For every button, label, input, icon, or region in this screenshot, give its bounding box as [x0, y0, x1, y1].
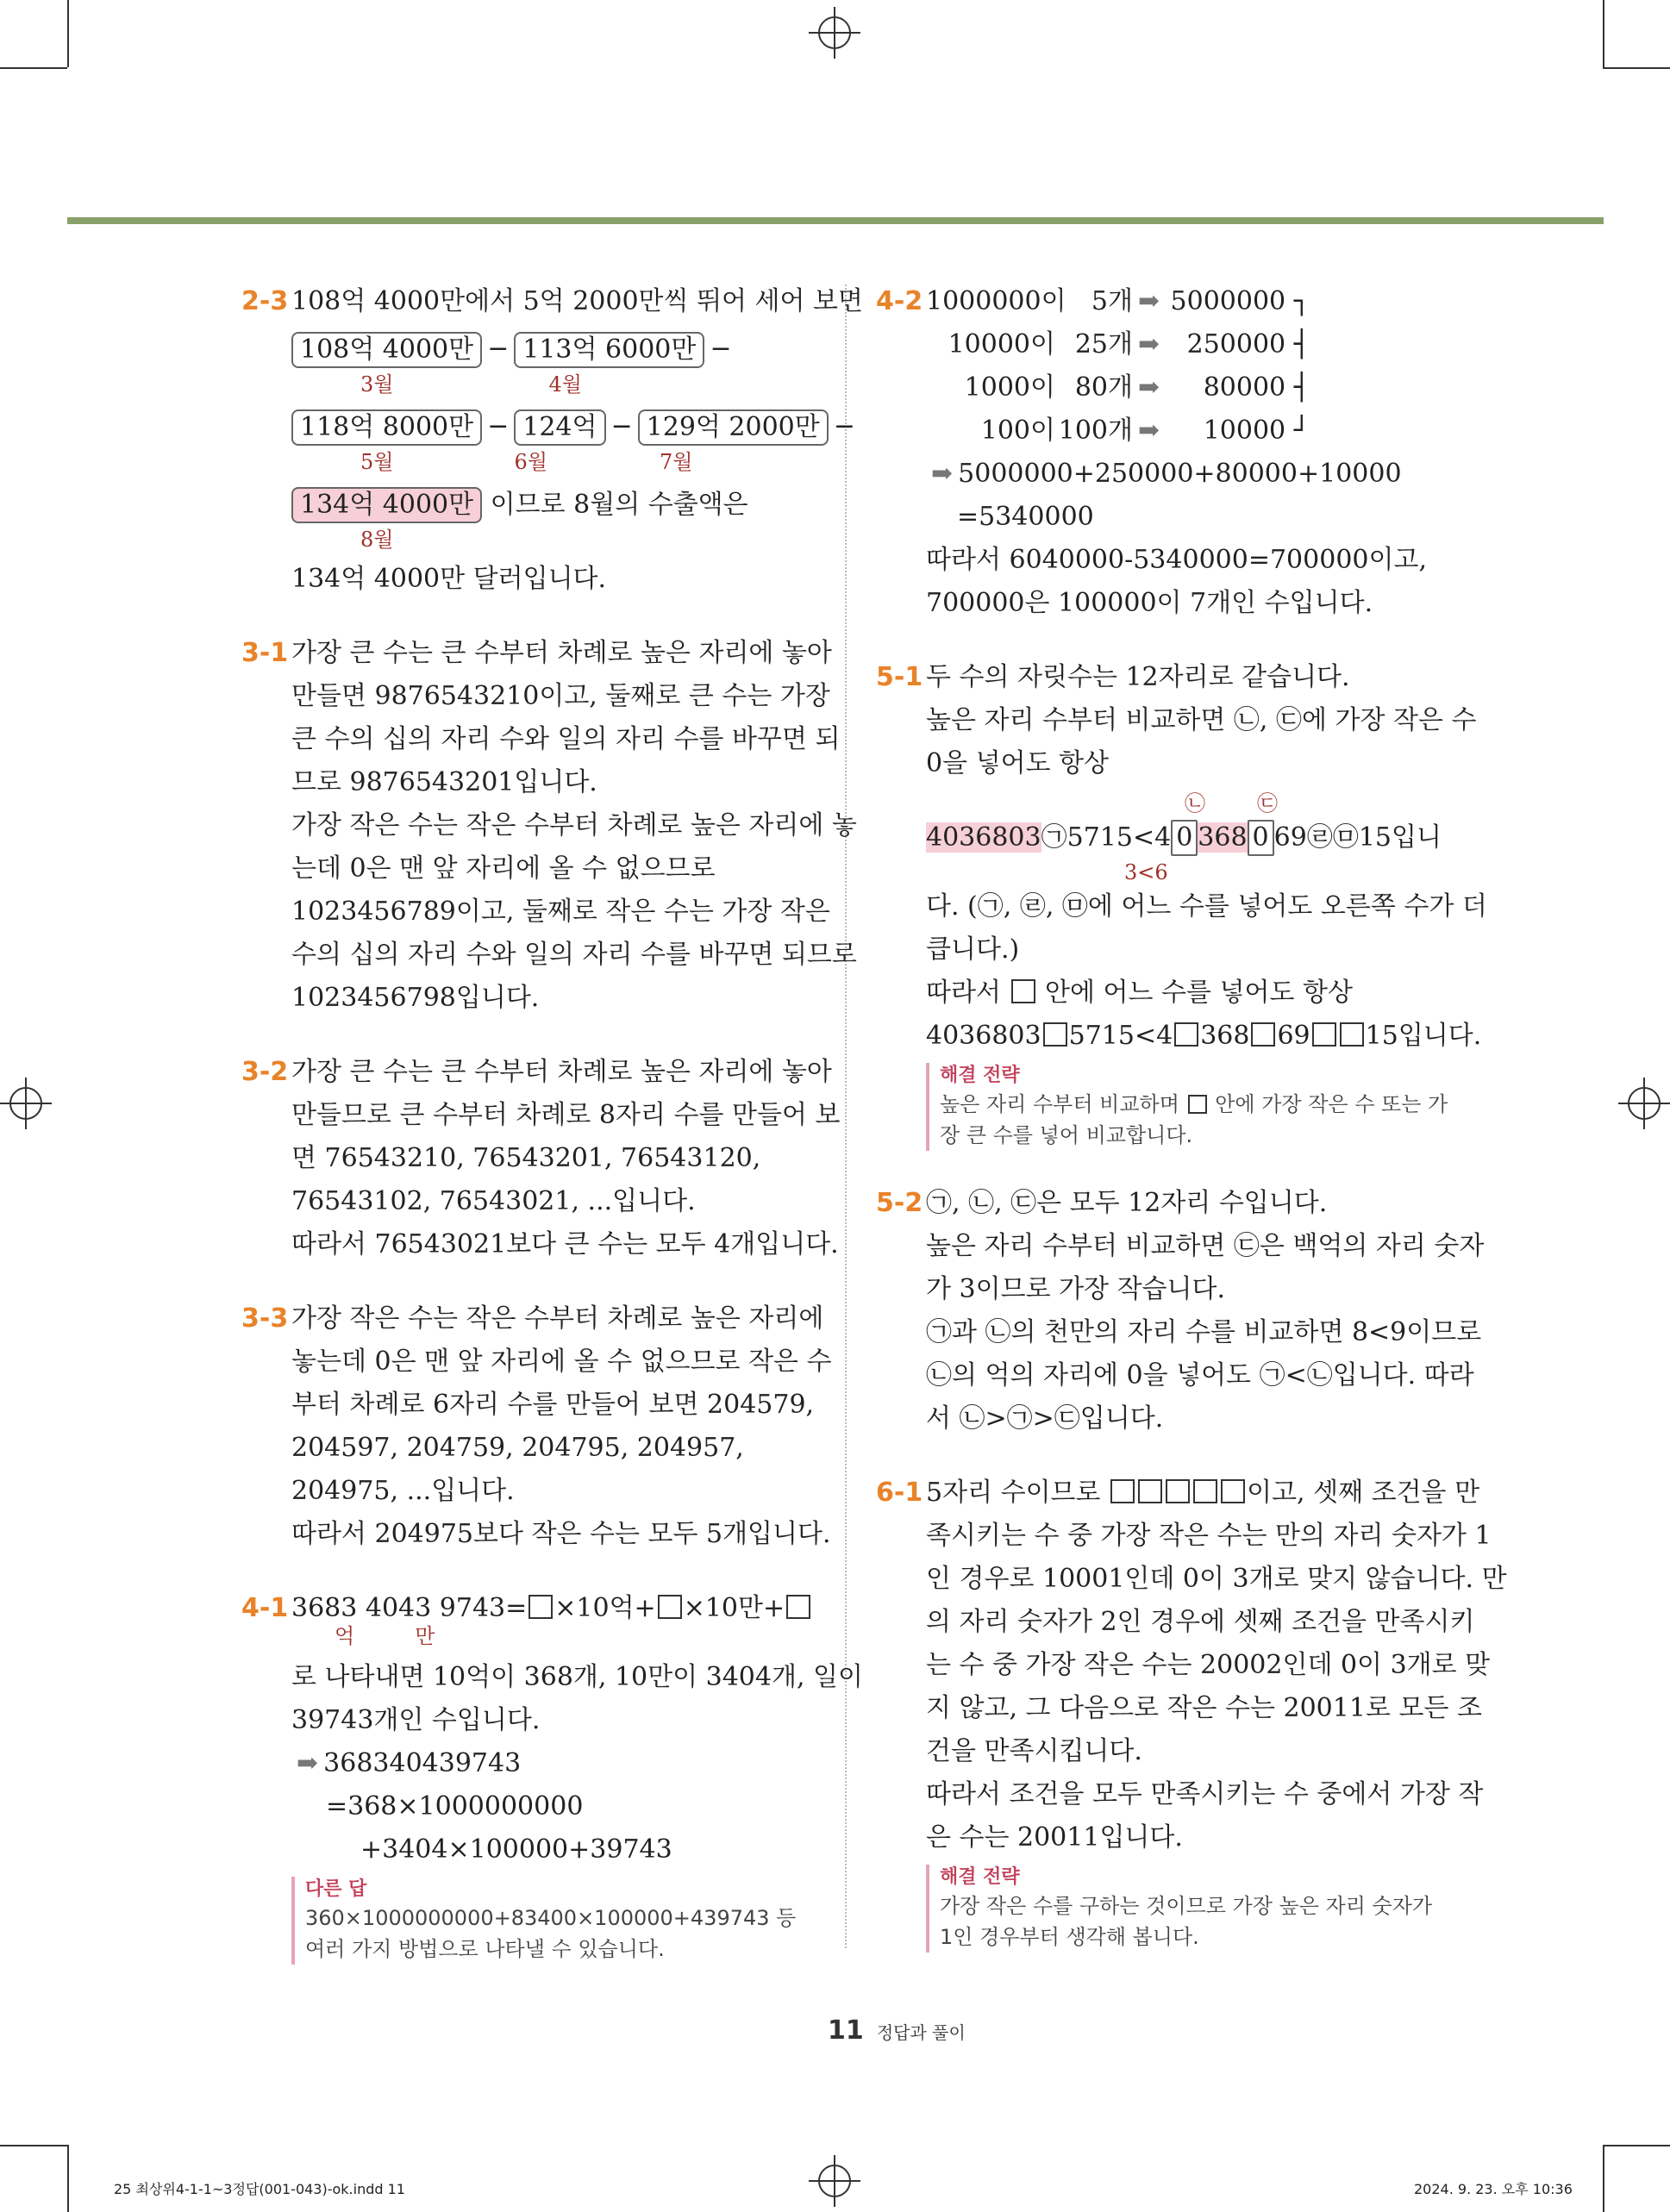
note-tag: 해결 전략: [940, 1866, 1020, 1888]
text-line: 건을 만족시킵니다.: [926, 1736, 1142, 1766]
blank-box: [1138, 1479, 1162, 1503]
blank-box: [786, 1595, 810, 1619]
page-number: 11: [828, 2015, 864, 2046]
blank-box: [1221, 1479, 1245, 1503]
crop-mark: [1603, 67, 1670, 69]
text-line: 두 수의 자릿수는 12자리로 같습니다.: [926, 662, 1350, 692]
text-line: ×10만+: [683, 1593, 785, 1623]
text-line: 서 ㉡>㉠>㉢입니다.: [926, 1403, 1164, 1434]
text-line: 따라서 204975보다 작은 수는 모두 5개입니다.: [291, 1519, 831, 1549]
note-tag: 다른 답: [305, 1878, 367, 1900]
crop-mark: [1603, 2145, 1670, 2146]
text-line: 큽니다.): [926, 934, 1020, 965]
arrow-icon: ➡: [1138, 329, 1160, 359]
digit-box: 0: [1171, 820, 1198, 856]
count: 100개: [1058, 416, 1133, 446]
solution-5-1: [876, 656, 1487, 1151]
text-line: 따라서 76543021보다 큰 수는 모두 4개입니다.: [291, 1229, 839, 1259]
text-line: ㉠과 ㉡의 천만의 자리 수를 비교하면 8<9이므로: [926, 1317, 1482, 1347]
count-unit: 100이: [980, 416, 1055, 446]
text-line: ㉠5715<4: [1041, 822, 1172, 853]
text-line: 204975, ...입니다.: [291, 1476, 515, 1506]
circle-label: ㉢: [1257, 791, 1278, 815]
print-date: 2024. 9. 23. 오후 10:36: [1414, 2181, 1573, 2197]
blank-box: [529, 1595, 553, 1619]
arrow-icon: ➡: [931, 459, 954, 489]
text-line: 69㉣㉤15입니: [1273, 822, 1442, 853]
text-line: +3404×100000+39743: [360, 1834, 672, 1865]
product: 10000: [1203, 416, 1286, 446]
count-unit: 1000000이: [926, 286, 1066, 316]
blank-box: [1188, 1095, 1207, 1114]
column-divider: [845, 284, 847, 1948]
section-title: 정답과 풀이: [876, 2022, 966, 2043]
count-unit: 1000이: [964, 372, 1055, 403]
text-line: =368×1000000000: [326, 1791, 584, 1821]
problem-number: 3-3: [241, 1303, 289, 1334]
solution-4-1: [241, 1587, 863, 1965]
amount-box: 124억: [514, 409, 605, 446]
header-rule: [67, 217, 1604, 224]
registration-mark-icon: [1618, 1078, 1670, 1129]
crop-mark: [1603, 2145, 1604, 2212]
text-line: 족시키는 수 중 가장 작은 수는 만의 자리 숫자가 1: [926, 1521, 1492, 1551]
text-line: 가장 큰 수는 큰 수부터 차례로 높은 자리에 놓아: [291, 1057, 832, 1087]
product: 5000000: [1170, 286, 1286, 316]
text-line: ㉠, ㉡, ㉢은 모두 12자리 수입니다.: [926, 1188, 1328, 1218]
blank-box: [658, 1595, 682, 1619]
text-line: 1023456789이고, 둘째로 작은 수는 가장 작은: [291, 897, 830, 927]
count: 80개: [1074, 372, 1133, 403]
alternate-answer-note: [291, 1877, 819, 1965]
strategy-note: [926, 1865, 1454, 1953]
text-line: 3683 4043 9743=: [291, 1593, 528, 1623]
text-line: 높은 자리 수부터 비교하면 ㉢은 백억의 자리 숫자: [926, 1231, 1485, 1261]
strategy-note: [926, 1063, 1454, 1151]
month-label: 5월: [360, 450, 394, 474]
text-line: 가장 큰 수는 큰 수부터 차례로 높은 자리에 놓아: [291, 638, 832, 668]
registration-mark-icon: [0, 1078, 52, 1129]
page-footer: [828, 2015, 966, 2046]
text-line: 368: [1200, 1021, 1250, 1051]
text-line: 가장 작은 수는 작은 수부터 차례로 높은 자리에: [291, 1303, 824, 1334]
text-line: 는데 0은 맨 앞 자리에 올 수 없으므로: [291, 853, 716, 884]
text-line: 0을 넣어도 항상: [926, 748, 1110, 778]
problem-number: 3-1: [241, 638, 289, 668]
problem-number: 4-1: [241, 1593, 289, 1623]
left-column: [241, 280, 863, 1996]
text-line: 1023456798입니다.: [291, 983, 540, 1013]
text-line: =5340000: [957, 502, 1094, 532]
note-text: 안에 가장 작은 수 또는 가: [1215, 1092, 1448, 1116]
solution-3-2: [241, 1051, 841, 1266]
registration-mark-icon: [809, 2155, 860, 2207]
text-line: 5자리 수이므로: [926, 1478, 1101, 1508]
blank-box: [1251, 1022, 1275, 1047]
problem-number: 5-2: [876, 1188, 923, 1218]
problem-number: 5-1: [876, 662, 923, 692]
answer-box: 134억 4000만: [291, 487, 482, 523]
amount-box: 108억 4000만: [291, 332, 482, 368]
unit-label: 만: [415, 1624, 435, 1648]
solution-2-3: 2-3 108억 4000만에서 5억 2000만씩 뛰어 세어 보면 108억 4000만 ─ 113억 6000만 ─ 3월 4월 118억 8000만 ─ 124억 ─ 129억 2000만 ─ 5월 6월 7월 134억 4000만 이므로 8월의 수출액은 8월 134억 4000만 달러입니다.: [241, 280, 819, 601]
blank-box: [1340, 1022, 1364, 1047]
text-line: 5000000+250000+80000+10000: [958, 459, 1402, 489]
registration-mark-icon: [809, 7, 860, 59]
note-text: 360×1000000000+83400×100000+439743 등: [305, 1906, 797, 1930]
highlight-text: 368: [1198, 822, 1248, 853]
text-line: 134억 4000만 달러입니다.: [291, 564, 607, 594]
blank-box: [1174, 1022, 1198, 1047]
count: 5개: [1091, 286, 1133, 316]
month-label: 6월: [514, 450, 547, 474]
text-line: 므로 9876543201입니다.: [291, 767, 597, 797]
text-line: 안에 어느 수를 넣어도 항상: [1045, 978, 1353, 1008]
text-line: 만들므로 큰 수부터 차례로 8자리 수를 만들어 보: [291, 1100, 841, 1130]
solution-3-3: [241, 1297, 832, 1556]
text-line: 700000은 100000이 7개인 수입니다.: [926, 588, 1373, 618]
crop-mark: [67, 0, 69, 67]
product: 80000: [1203, 372, 1286, 403]
crop-mark: [0, 67, 67, 69]
note-text: 높은 자리 수부터 비교하며: [940, 1092, 1179, 1116]
solution-3-1: [241, 632, 857, 1020]
amount-box: 113억 6000만: [514, 332, 704, 368]
text-line: 수의 십의 자리 수와 일의 자리 수를 바꾸면 되므로: [291, 940, 857, 970]
month-label: 7월: [659, 450, 693, 474]
text-line: 부터 차례로 6자리 수를 만들어 보면 204579,: [291, 1390, 815, 1420]
problem-number: 2-3: [241, 286, 289, 316]
text-line: ×10억+: [554, 1593, 656, 1623]
unit-label: 억: [335, 1624, 355, 1648]
text-line: 가 3이므로 가장 작습니다.: [926, 1274, 1226, 1304]
text-line: 큰 수의 십의 자리 수와 일의 자리 수를 바꾸면 되: [291, 724, 841, 754]
amount-box: 129억 2000만: [638, 409, 829, 446]
blank-box: [1043, 1022, 1067, 1047]
solution-5-2: [876, 1182, 1485, 1440]
comparison-label: 3<6: [1124, 860, 1168, 884]
text-line: 은 수는 20011입니다.: [926, 1822, 1183, 1853]
digit-box: 0: [1248, 820, 1274, 856]
blank-box: [1312, 1022, 1336, 1047]
text-line: 높은 자리 수부터 비교하면 ㉡, ㉢에 가장 작은 수: [926, 705, 1477, 735]
text-line: 이므로 8월의 수출액은: [490, 490, 748, 520]
solution-6-1: [876, 1472, 1507, 1953]
circle-label: ㉡: [1185, 791, 1205, 815]
problem-number: 3-2: [241, 1057, 289, 1087]
text-line: 5715<4: [1068, 1021, 1173, 1051]
text-line: 204597, 204759, 204795, 204957,: [291, 1433, 744, 1463]
text-line: 는 수 중 가장 작은 수는 20002인데 0이 3개로 맞: [926, 1650, 1491, 1680]
problem-number: 6-1: [876, 1478, 923, 1508]
text-line: 39743개인 수입니다.: [291, 1705, 541, 1735]
text-line: 놓는데 0은 맨 앞 자리에 올 수 없으므로 작은 수: [291, 1347, 832, 1377]
arrow-icon: ➡: [1138, 372, 1160, 403]
text-line: 인 경우로 10001인데 0이 3개로 맞지 않습니다. 만: [926, 1564, 1507, 1594]
text-line: 면 76543210, 76543201, 76543120,: [291, 1143, 761, 1173]
month-label: 3월: [360, 372, 394, 397]
text-line: 따라서 조건을 모두 만족시키는 수 중에서 가장 작: [926, 1779, 1484, 1809]
arrow-icon: ➡: [1138, 416, 1160, 446]
text-line: 다. (㉠, ㉣, ㉤에 어느 수를 넣어도 오른쪽 수가 더: [926, 891, 1487, 922]
crop-mark: [1603, 0, 1604, 67]
text-line: 4036803: [926, 1021, 1041, 1051]
amount-box: 118억 8000만: [291, 409, 482, 446]
blank-box: [1110, 1479, 1135, 1503]
product: 250000: [1186, 329, 1286, 359]
text-line: 로 나타내면 10억이 368개, 10만이 3404개, 일이: [291, 1662, 863, 1692]
solution-4-2: 4-2 1000000이 5개 ➡ 5000000 ┐ 10000이 25개 ➡ 250000 ┤ 1000이 80개 ➡ 80000 ┤ 100이 100개 ➡ 10000 ┘ ➡ 5000000+250000+80000+10000 =5340000 따라서 6040000-5340000=700000이고, 700000은 100000이 7개인 수입니다.: [876, 280, 1454, 625]
text-line: 지 않고, 그 다음으로 작은 수는 20011로 모든 조: [926, 1693, 1482, 1723]
text-line: 따라서 6040000-5340000=700000이고,: [926, 545, 1427, 575]
text-line: 76543102, 76543021, ...입니다.: [291, 1186, 696, 1216]
text-line: 69: [1277, 1021, 1310, 1051]
crop-mark: [0, 2145, 67, 2146]
file-info: 25 최상위4-1-1~3정답(001-043)-ok.indd 11: [114, 2181, 405, 2197]
text-line: 이고, 셋째 조건을 만: [1247, 1478, 1480, 1508]
arrow-icon: ➡: [1138, 286, 1160, 316]
count: 25개: [1074, 329, 1133, 359]
blank-box: [1193, 1479, 1217, 1503]
text-line: 368340439743: [323, 1748, 522, 1778]
text-line: 108억 4000만에서 5억 2000만씩 뛰어 세어 보면: [291, 286, 863, 316]
note-text: 가장 작은 수를 구하는 것이므로 가장 높은 자리 숫자가: [940, 1894, 1433, 1918]
month-label: 4월: [548, 372, 582, 397]
right-column: [876, 280, 1507, 1984]
problem-number: 4-2: [876, 286, 923, 316]
text-line: 의 자리 숫자가 2인 경우에 셋째 조건을 만족시키: [926, 1607, 1475, 1637]
text-line: 만들면 9876543210이고, 둘째로 큰 수는 가장: [291, 681, 830, 711]
blank-box: [1011, 979, 1035, 1003]
text-line: 가장 작은 수는 작은 수부터 차례로 높은 자리에 놓: [291, 810, 857, 840]
note-text: 1인 경우부터 생각해 봅니다.: [940, 1925, 1199, 1949]
count-unit: 10000이: [948, 329, 1055, 359]
text-line: ㉡의 억의 자리에 0을 넣어도 ㉠<㉡입니다. 따라: [926, 1360, 1474, 1390]
text-line: 15입니다.: [1365, 1021, 1482, 1051]
arrow-icon: ➡: [297, 1748, 319, 1778]
crop-mark: [67, 2145, 69, 2212]
blank-box: [1166, 1479, 1190, 1503]
note-text: 장 큰 수를 넣어 비교합니다.: [940, 1123, 1193, 1147]
month-label: 8월: [360, 528, 394, 552]
note-tag: 해결 전략: [940, 1065, 1020, 1086]
highlight-text: 4036803: [926, 822, 1041, 853]
text-line: 따라서: [926, 978, 1001, 1008]
note-text: 여러 가지 방법으로 나타낼 수 있습니다.: [305, 1937, 665, 1961]
